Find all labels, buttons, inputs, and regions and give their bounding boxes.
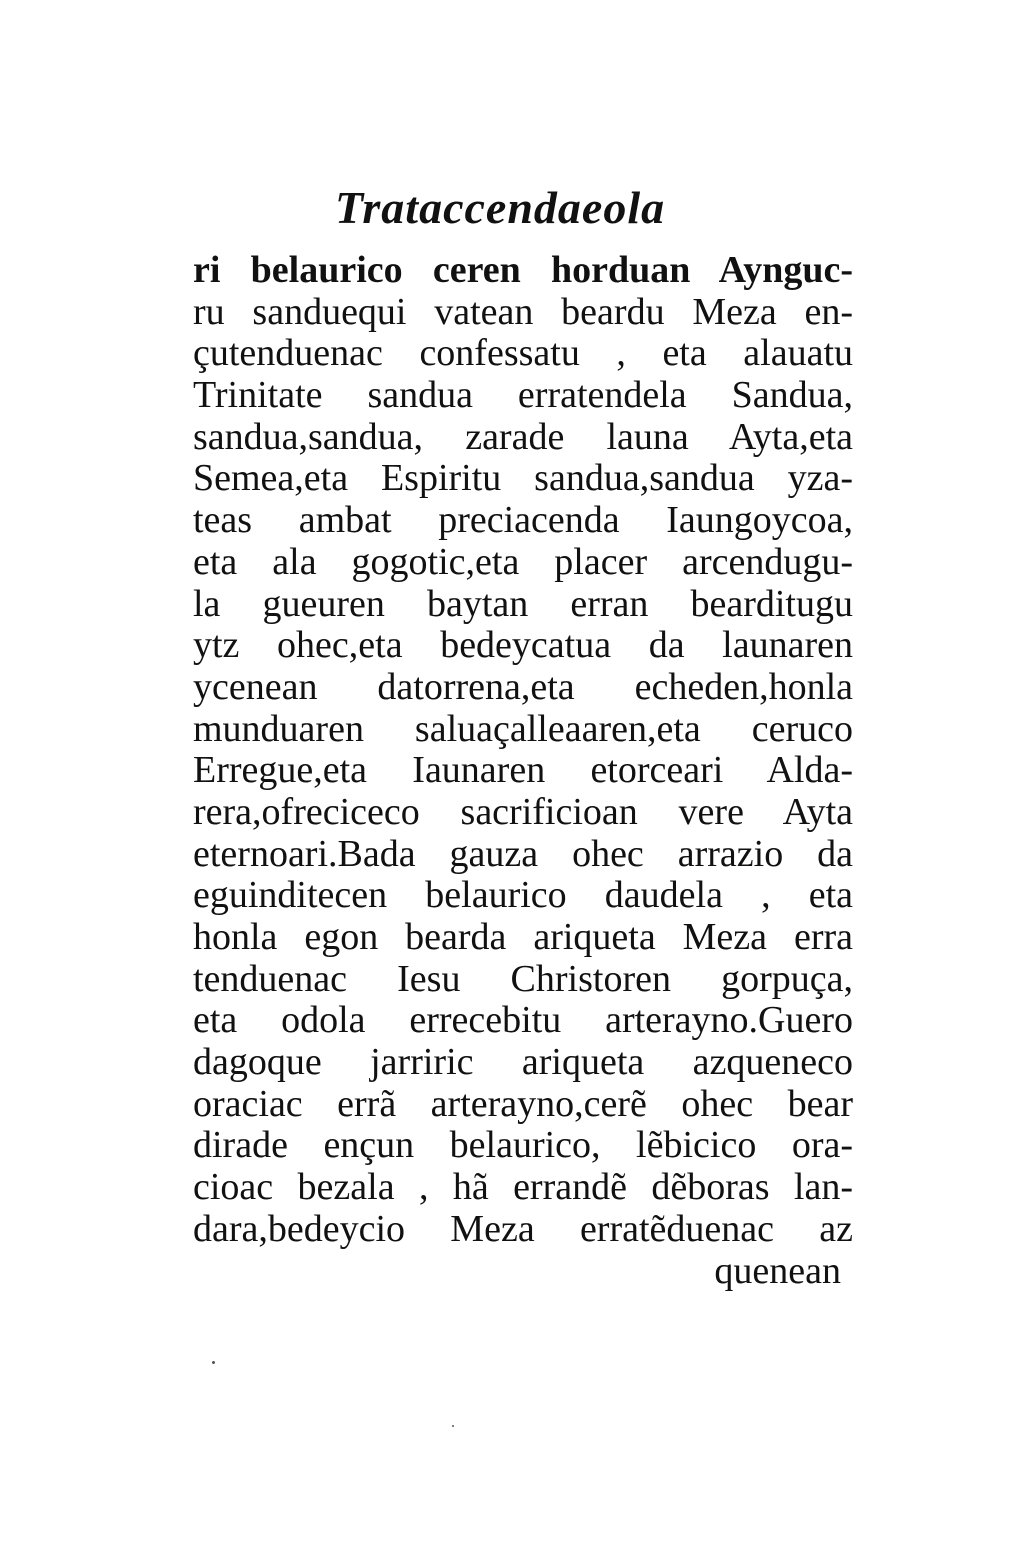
body-text xyxy=(193,250,853,1292)
text-line: sandua,sandua, zarade launa Ayta,eta xyxy=(193,416,853,458)
text-line: tenduenac Iesu Christoren gorpuça, xyxy=(193,958,853,1000)
ink-speck xyxy=(212,1361,215,1364)
catchword: quenean xyxy=(714,1250,841,1292)
text-line: eternoari.Bada gauza ohec arrazio da xyxy=(193,833,853,875)
ink-speck xyxy=(452,1425,454,1427)
running-head: Trataccendaeola xyxy=(335,182,666,233)
text-line: ri belaurico ceren horduan Aynguc- xyxy=(193,250,853,291)
text-line: dirade ençun belaurico, lẽbicico ora- xyxy=(193,1125,853,1167)
text-line: munduaren saluaçalleaaren,eta ceruco xyxy=(193,708,853,750)
text-line: teas ambat preciacenda Iaungoycoa, xyxy=(193,500,853,542)
text-line: honla egon bearda ariqueta Meza erra xyxy=(193,917,853,958)
text-line: eguinditecen belaurico daudela , eta xyxy=(193,875,853,917)
text-line: cioac bezala , hã errandẽ dẽboras lan- xyxy=(193,1167,853,1209)
text-line: Semea,eta Espiritu sandua,sandua yza- xyxy=(193,458,853,500)
text-line: ycenean datorrena,eta echeden,honla xyxy=(193,666,853,708)
text-line: eta ala gogotic,eta placer arcendugu- xyxy=(193,541,853,583)
text-line: rera,ofreciceco sacrificioan vere Ayta xyxy=(193,791,853,833)
text-line: la gueuren baytan erran bearditugu xyxy=(193,583,853,625)
text-line: Erregue,eta Iaunaren etorceari Alda- xyxy=(193,750,853,792)
text-line: dara,bedeycio Meza erratẽduenac az xyxy=(193,1208,853,1250)
text-line: dagoque jarriric ariqueta azqueneco xyxy=(193,1042,853,1084)
text-line: oraciac errã arterayno,cerẽ ohec bear xyxy=(193,1083,853,1125)
text-line: Trinitate sandua erratendela Sandua, xyxy=(193,375,853,417)
text-line: çutenduenac confessatu , eta alauatu xyxy=(193,333,853,375)
text-line: ru sanduequi vatean beardu Meza en- xyxy=(193,291,853,333)
text-line: eta odola errecebitu arterayno.Guero xyxy=(193,1000,853,1042)
text-line: ytz ohec,eta bedeycatua da launaren xyxy=(193,625,853,667)
